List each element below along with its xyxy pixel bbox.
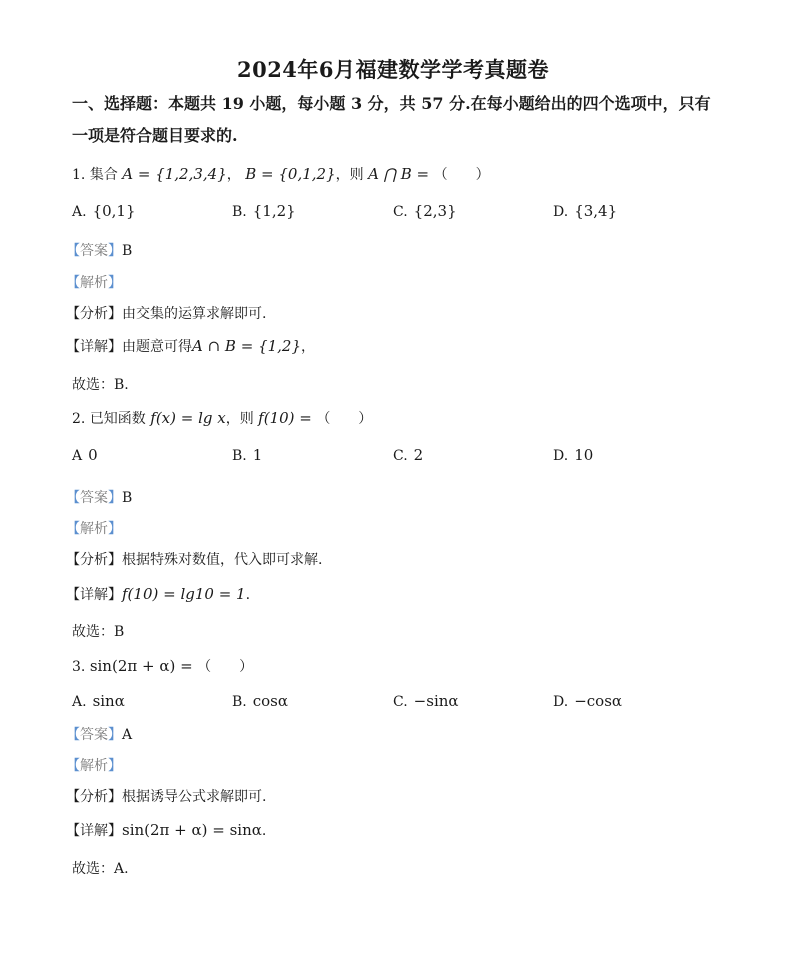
bracket-right: 】	[108, 552, 122, 568]
detail-line	[66, 584, 250, 604]
analysis-label: 解析	[80, 275, 108, 291]
math-expression: f(x) = lg x	[150, 409, 226, 427]
bracket-left: 【	[66, 243, 80, 259]
choose-prefix: 故选：	[72, 624, 114, 640]
option-c	[393, 692, 459, 710]
math-expression: A ∩ B = {1,2}	[192, 337, 302, 355]
math-expression: sin(2π + α) = sinα	[122, 821, 262, 839]
fenxi-line	[66, 549, 322, 569]
option-letter: D.	[553, 204, 569, 220]
option-b	[232, 692, 288, 710]
stem-text: ，则	[225, 411, 254, 427]
math-expression: A ⋂ B =	[368, 165, 430, 183]
option-value: 10	[574, 446, 594, 464]
answer-paren: （ ）	[433, 167, 490, 183]
answer-line	[66, 724, 132, 744]
conclusion-line	[72, 858, 129, 878]
bracket-left: 【	[66, 727, 80, 743]
bracket-left: 【	[66, 789, 80, 805]
answer-paren: （ ）	[316, 411, 373, 427]
conclusion-line	[72, 374, 129, 394]
answer-paren: （ ）	[197, 659, 254, 675]
option-letter: B.	[232, 448, 247, 464]
option-c	[393, 202, 457, 220]
bracket-left: 【	[66, 823, 80, 839]
option-letter: C.	[393, 204, 408, 220]
bracket-right: 】	[108, 521, 122, 537]
bracket-right: 】	[108, 587, 122, 603]
detail-label: 详解	[80, 823, 108, 839]
option-letter: D.	[553, 694, 569, 710]
option-value: {1,2}	[252, 202, 296, 220]
choose-prefix: 故选：	[72, 861, 114, 877]
bracket-right: 】	[108, 823, 122, 839]
option-letter: A	[72, 448, 83, 464]
option-a	[72, 692, 125, 710]
period: .	[245, 587, 251, 603]
math-expression: B = {0,1,2}	[245, 165, 336, 183]
question-3-stem	[72, 656, 253, 676]
comma: ，	[301, 339, 316, 355]
bracket-right: 】	[108, 339, 122, 355]
question-1-stem	[72, 164, 490, 184]
option-letter: B.	[232, 694, 247, 710]
stem-text: ，则	[335, 167, 364, 183]
option-d	[553, 692, 622, 710]
option-value: 1	[252, 446, 263, 464]
bracket-right: 】	[108, 758, 122, 774]
conclusion-value: B.	[114, 377, 129, 393]
bracket-right: 】	[108, 275, 122, 291]
option-value: 0	[88, 446, 98, 464]
analysis-line	[66, 518, 122, 538]
math-expression: A = {1,2,3,4}	[122, 165, 227, 183]
option-d	[553, 202, 617, 220]
detail-line	[66, 820, 266, 840]
answer-label: 答案	[80, 490, 108, 506]
analysis-label: 解析	[80, 758, 108, 774]
choose-prefix: 故选：	[72, 377, 114, 393]
fenxi-label: 分析	[80, 789, 108, 805]
comma: ，	[226, 167, 241, 183]
option-value: {2,3}	[413, 202, 457, 220]
option-letter: A.	[72, 204, 87, 220]
bracket-left: 【	[66, 758, 80, 774]
answer-label: 答案	[80, 727, 108, 743]
fenxi-label: 分析	[80, 306, 108, 322]
fenxi-line	[66, 303, 266, 323]
answer-value: B	[122, 490, 133, 506]
period: .	[261, 823, 267, 839]
option-value: sinα	[92, 692, 125, 710]
option-letter: B.	[232, 204, 247, 220]
option-a	[72, 202, 136, 220]
question-number: 1.	[72, 167, 86, 183]
analysis-label: 解析	[80, 521, 108, 537]
option-d	[553, 446, 593, 464]
option-letter: C.	[393, 448, 408, 464]
option-a	[72, 446, 98, 464]
detail-label: 详解	[80, 587, 108, 603]
option-value: cosα	[252, 692, 289, 710]
question-number: 2.	[72, 411, 86, 427]
bracket-right: 】	[108, 727, 122, 743]
conclusion-line	[72, 621, 124, 641]
analysis-line	[66, 272, 122, 292]
detail-text: 由题意可得	[122, 339, 192, 355]
answer-line	[66, 240, 132, 260]
option-letter: D.	[553, 448, 569, 464]
detail-line	[66, 336, 315, 356]
bracket-left: 【	[66, 552, 80, 568]
question-number: 3.	[72, 659, 86, 675]
option-letter: A.	[72, 694, 87, 710]
fenxi-text: 根据特殊对数值，代入即可求解.	[122, 552, 323, 568]
bracket-left: 【	[66, 275, 80, 291]
stem-text: 集合	[89, 167, 118, 183]
detail-label: 详解	[80, 339, 108, 355]
option-value: −sinα	[413, 692, 459, 710]
page-title: 2024年6月福建数学学考真题卷	[236, 57, 550, 82]
bracket-left: 【	[66, 521, 80, 537]
bracket-left: 【	[66, 490, 80, 506]
fenxi-text: 由交集的运算求解即可.	[122, 306, 267, 322]
fenxi-text: 根据诱导公式求解即可.	[122, 789, 267, 805]
option-b	[232, 446, 262, 464]
bracket-left: 【	[66, 339, 80, 355]
option-c	[393, 446, 423, 464]
bracket-right: 】	[108, 789, 122, 805]
math-expression: f(10) =	[258, 409, 312, 427]
answer-value: B	[122, 243, 133, 259]
stem-text: 已知函数	[89, 411, 146, 427]
math-expression: sin(2π + α) =	[89, 657, 193, 675]
answer-value: A	[122, 727, 133, 743]
conclusion-value: A.	[114, 861, 129, 877]
option-letter: C.	[393, 694, 408, 710]
bracket-left: 【	[66, 306, 80, 322]
option-value: 2	[413, 446, 424, 464]
bracket-right: 】	[108, 490, 122, 506]
math-expression: f(10) = lg10 = 1	[122, 585, 246, 603]
answer-label: 答案	[80, 243, 108, 259]
answer-line	[66, 487, 132, 507]
bracket-left: 【	[66, 587, 80, 603]
fenxi-line	[66, 786, 266, 806]
option-value: {3,4}	[574, 202, 618, 220]
analysis-line	[66, 755, 122, 775]
conclusion-value: B	[114, 624, 125, 640]
option-value: −cosα	[574, 692, 623, 710]
section-heading: 一、选择题：本题共 19 小题，每小题 3 分，共 57 分.在每小题给出的四个选项中，只有一项是符合题目要求的.	[72, 94, 711, 145]
fenxi-label: 分析	[80, 552, 108, 568]
bracket-right: 】	[108, 306, 122, 322]
bracket-right: 】	[108, 243, 122, 259]
option-value: {0,1}	[92, 202, 136, 220]
question-2-stem	[72, 408, 372, 428]
option-b	[232, 202, 296, 220]
